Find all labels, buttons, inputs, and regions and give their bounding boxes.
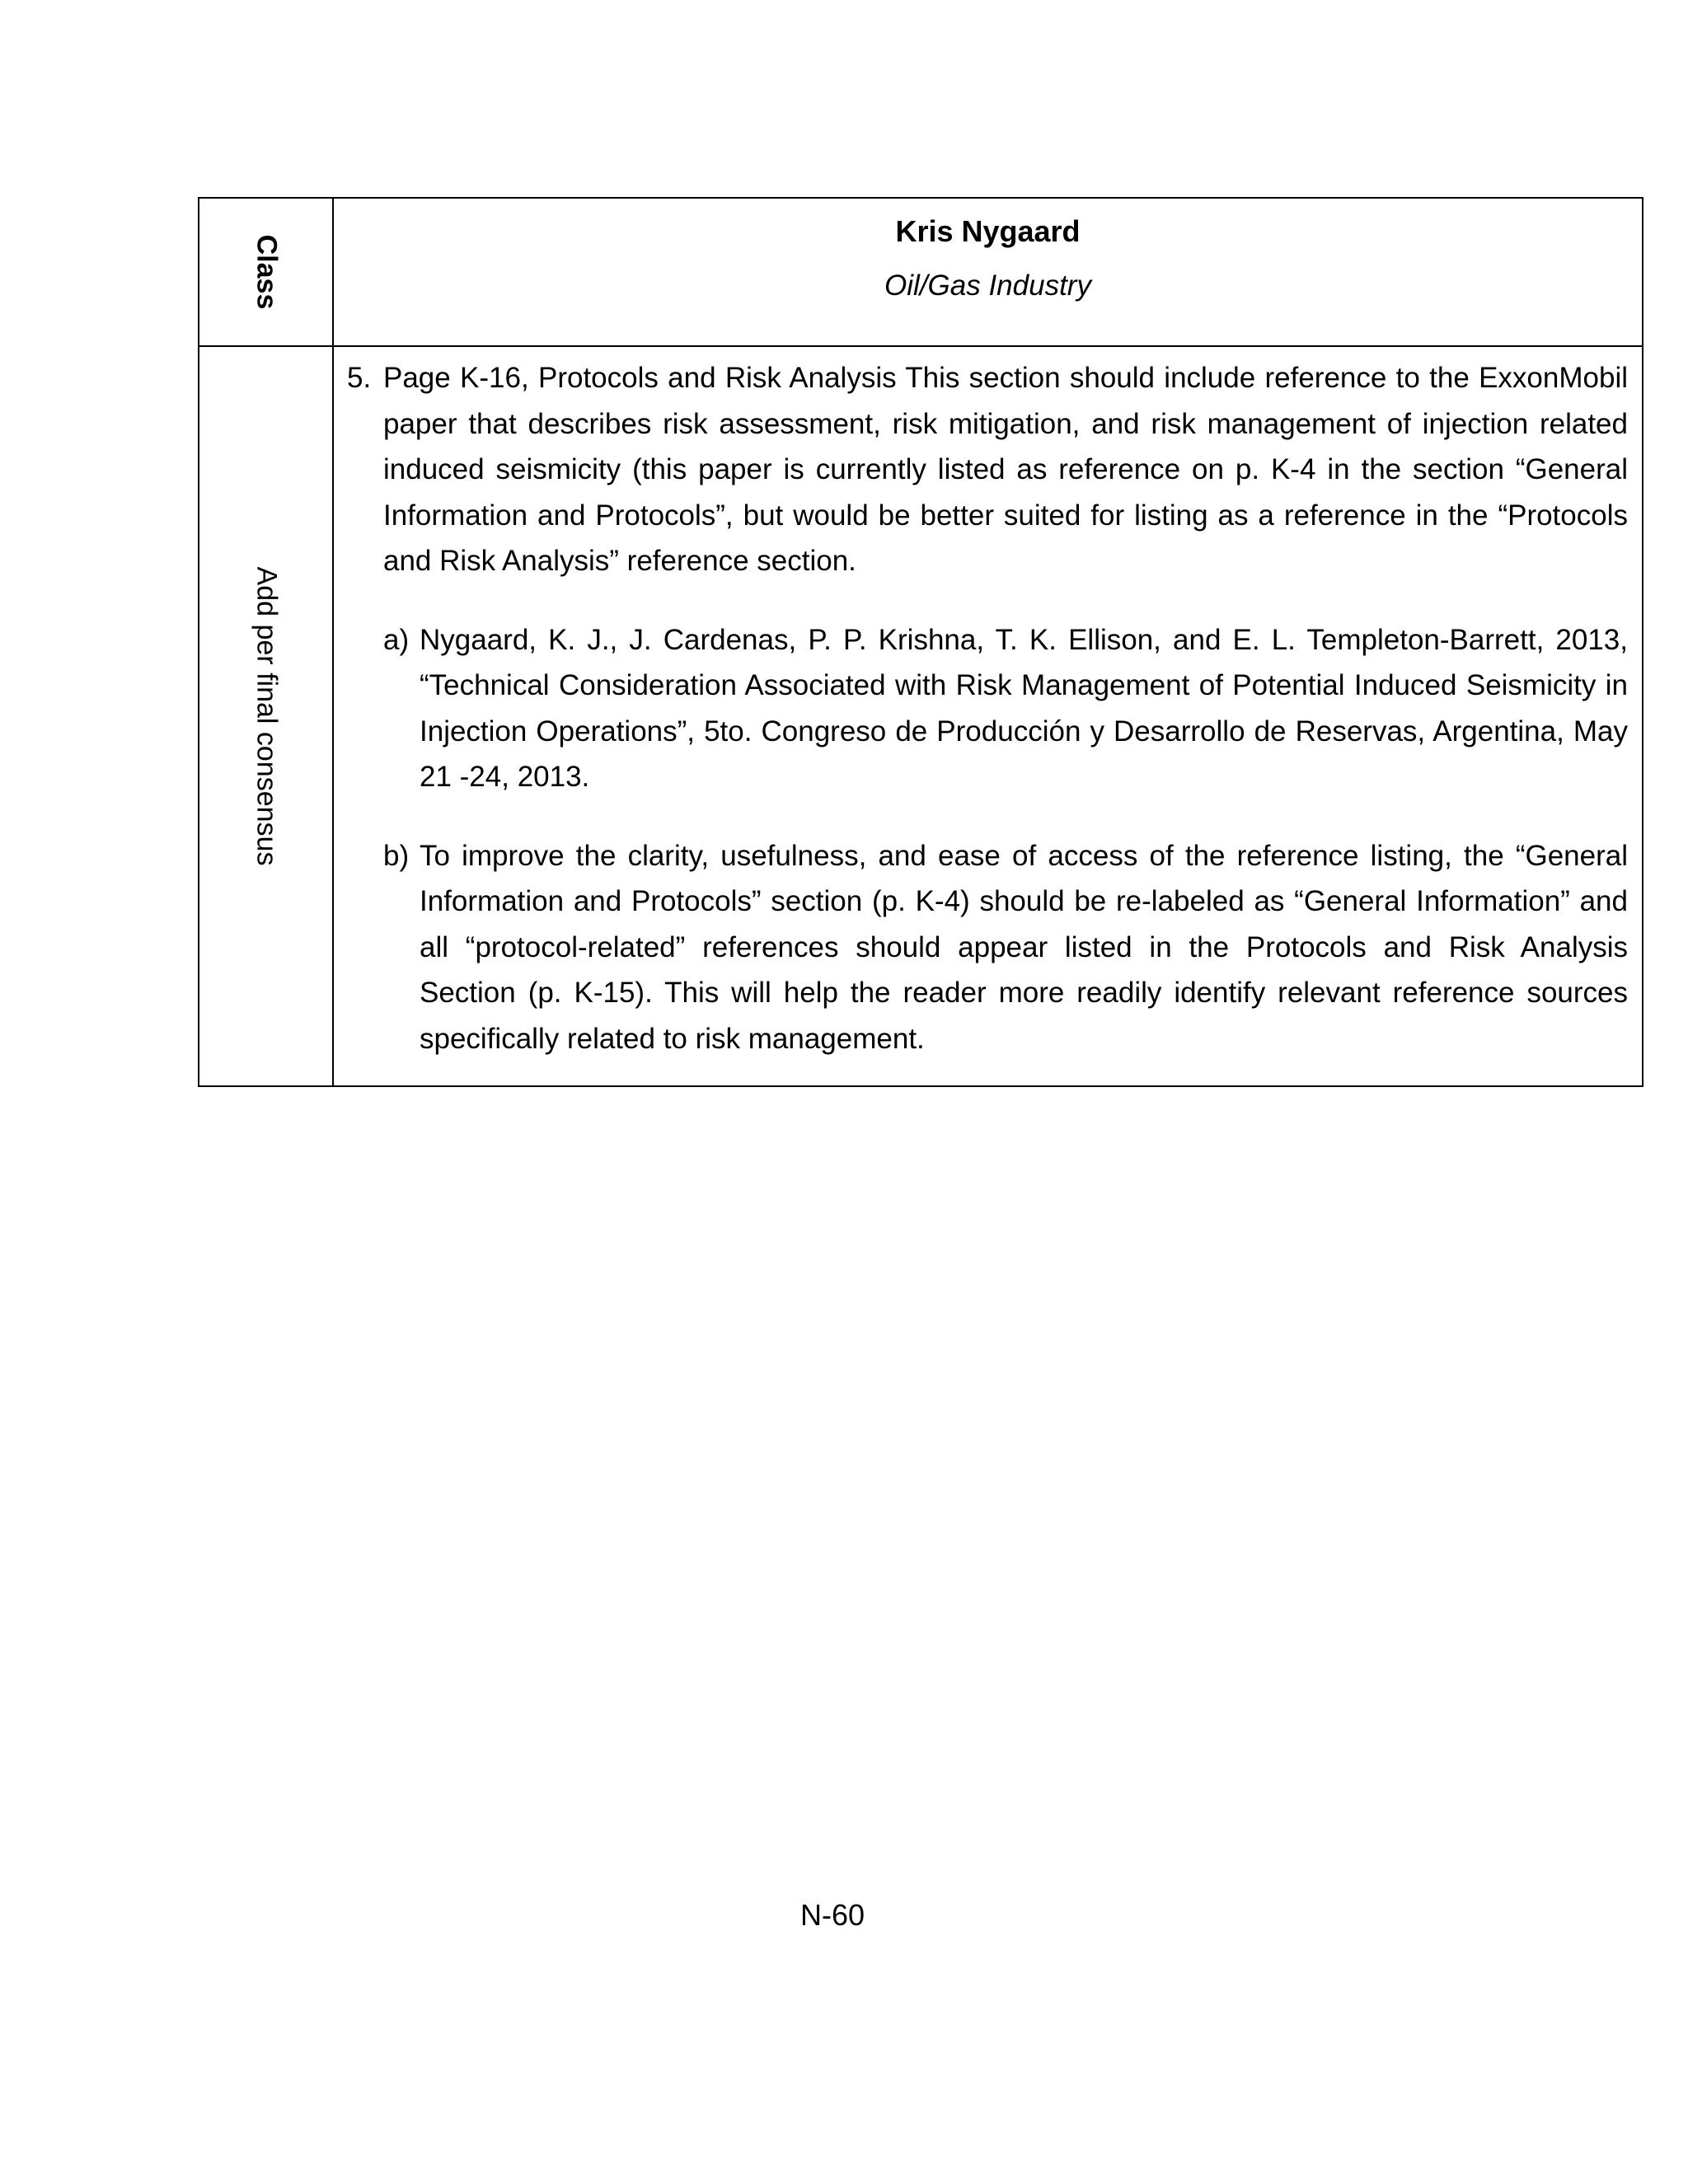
comment-subitem-b <box>347 833 1628 1062</box>
subitem-letter: a) <box>383 623 410 656</box>
reviewer-name: Kris Nygaard <box>895 214 1081 248</box>
comment-number: 5. <box>347 362 372 394</box>
classification-label: Add per final consensus <box>251 566 282 866</box>
subitem-text: To improve the clarity, usefulness, and ease of access of the reference listing, the “General Information and Protocols” section (p. K-4) should be re-labeled as “General Information” and all “protocol-related” references should appear listed in the Protocols and Risk Analysis Section (p. K-15). This will help the reader more readily identify relevant reference sources specifically related to risk management. <box>420 839 1628 1055</box>
comment-row <box>199 346 1643 1086</box>
table-header-row <box>199 198 1643 346</box>
comment-text: Page K-16, Protocols and Risk Analysis This section should include reference to the ExxonMobil paper that describes risk assessment, risk mitigation, and risk management of injection related induced seismicity (this paper is currently listed as reference on p. K-4 in the section “General Information and Protocols”, but would be better suited for listing as a reference in the “Protocols and Risk Analysis” reference section. <box>383 362 1628 577</box>
reviewer-header-cell <box>333 198 1643 346</box>
reviewer-affiliation: Oil/Gas Industry <box>884 269 1091 302</box>
page-number: N-60 <box>799 1898 865 1932</box>
comment-content <box>334 347 1642 1062</box>
comment-subitem-a <box>347 617 1628 800</box>
comment-cell <box>333 346 1643 1086</box>
class-label: Class <box>251 234 282 310</box>
subitem-text: Nygaard, K. J., J. Cardenas, P. P. Krishna, T. K. Ellison, and E. L. Templeton-Barrett, 2013, “Technical Consideration Associated with Risk Management of Potential Induced Seismicity in Injection Operations”, 5to. Congreso de Producción y Desarrollo de Reservas, Argentina, May 21 -24, 2013. <box>420 623 1628 793</box>
subitem-letter: b) <box>383 839 410 872</box>
comment-item <box>347 355 1628 584</box>
class-header-cell <box>199 198 333 346</box>
classification-cell <box>199 346 333 1086</box>
comment-table <box>198 197 1643 1087</box>
